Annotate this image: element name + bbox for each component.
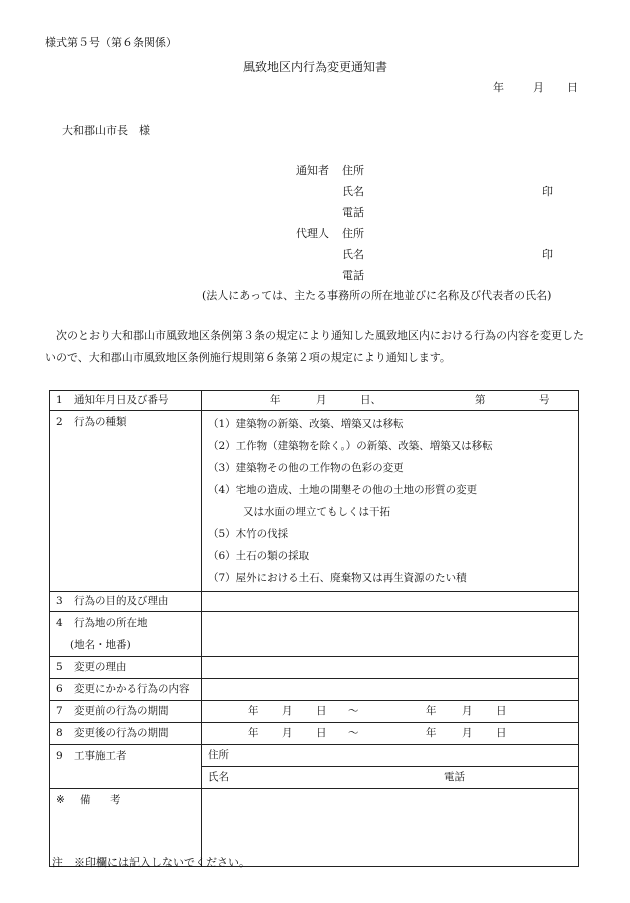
row-number: 5 — [56, 661, 63, 674]
period-year: 年 — [248, 705, 259, 718]
notifier-address-label: 住所 — [342, 164, 364, 177]
table-row — [50, 679, 579, 701]
row-number: 1 — [56, 394, 63, 407]
period-tilde: ～ — [348, 727, 359, 740]
table-row — [50, 391, 579, 411]
remarks-label-cell — [50, 789, 202, 867]
kind-item-3[interactable]: （3）建築物その他の工作物の色彩の変更 — [208, 462, 404, 474]
row9-address-cell[interactable] — [202, 745, 579, 767]
row-label: 変更の理由 — [74, 661, 127, 674]
agent-phone-label: 電話 — [342, 269, 364, 282]
row6-value-cell[interactable] — [202, 679, 579, 701]
agent-seal: 印 — [542, 248, 553, 261]
kind-item-7[interactable]: （7）屋外における土石、廃棄物又は再生資源のたい積 — [208, 572, 467, 584]
row1-month: 月 — [316, 394, 327, 407]
table-row — [50, 612, 579, 657]
row4-value-cell[interactable] — [202, 612, 579, 657]
row2-kinds-cell — [202, 411, 579, 592]
agent-name-label: 氏名 — [342, 248, 364, 261]
remarks-label-2: 考 — [110, 794, 121, 806]
row1-day: 日、 — [360, 394, 381, 407]
row3-value-cell[interactable] — [202, 592, 579, 612]
form-number: 様式第５号（第６条関係） — [45, 36, 177, 49]
row-label: 行為の種類 — [74, 416, 127, 428]
date-month: 月 — [533, 81, 544, 94]
remarks-value-cell — [202, 789, 579, 867]
row9-name-label: 氏名 — [208, 771, 229, 784]
row1-label-cell — [50, 391, 202, 411]
row1-go: 号 — [539, 394, 550, 407]
agent-role: 代理人 — [296, 227, 329, 240]
row-label: 変更後の行為の期間 — [74, 727, 169, 740]
date-year: 年 — [493, 81, 504, 94]
table-row — [50, 592, 579, 612]
table-row — [50, 411, 579, 592]
kind-item-6[interactable]: （6）土石の類の採取 — [208, 550, 310, 562]
period-month2: 月 — [462, 727, 473, 740]
table-row — [50, 723, 579, 745]
period-day: 日 — [316, 727, 327, 740]
remarks-label-1: 備 — [80, 794, 91, 806]
date-line — [493, 82, 578, 93]
page-title: 風致地区内行為変更通知書 — [242, 60, 387, 74]
table-row — [50, 657, 579, 679]
row6-label-cell — [50, 679, 202, 701]
row4-sublabel: (地名・地番) — [70, 639, 131, 651]
kind-item-1[interactable]: （1）建築物の新築、改築、増築又は移転 — [208, 418, 404, 430]
period-year2: 年 — [426, 705, 437, 718]
notifier-role: 通知者 — [296, 164, 329, 177]
period-month: 月 — [282, 705, 293, 718]
footnote: 注 ※印欄には記入しないでください。 — [52, 856, 250, 869]
row-number: 7 — [56, 705, 63, 718]
row8-label-cell — [50, 723, 202, 745]
period-day2: 日 — [496, 727, 507, 740]
row-label: 通知年月日及び番号 — [74, 394, 169, 407]
row9-address-label: 住所 — [208, 749, 229, 762]
period-day2: 日 — [496, 705, 507, 718]
notifier-name-label: 氏名 — [342, 185, 364, 198]
row1-value-cell[interactable] — [202, 391, 579, 411]
row7-label-cell — [50, 701, 202, 723]
kind-item-5[interactable]: （5）木竹の伐採 — [208, 528, 289, 540]
row9-phone-label: 電話 — [444, 771, 465, 784]
remarks-mark: ※ — [56, 794, 65, 806]
row-number: 9 — [56, 750, 63, 762]
period-year: 年 — [248, 727, 259, 740]
corporate-note: (法人にあっては、主たる事務所の所在地並びに名称及び代表者の氏名) — [202, 289, 552, 302]
intro-text: 次のとおり大和郡山市風致地区条例第３条の規定により通知した風致地区内における行為の内容を変更したいので、大和郡山市風致地区条例施行規則第６条第２項の規定により通知します。 — [45, 329, 584, 364]
row-number: 8 — [56, 727, 63, 740]
period-month2: 月 — [462, 705, 473, 718]
row1-year: 年 — [270, 394, 281, 407]
date-day: 日 — [567, 81, 578, 94]
table-row — [50, 789, 579, 867]
agent-address-label: 住所 — [342, 227, 364, 240]
row-label: 行為の目的及び理由 — [74, 595, 169, 608]
row4-label-cell — [50, 612, 202, 657]
period-day: 日 — [316, 705, 327, 718]
row-label: 行為地の所在地 — [74, 617, 148, 629]
row3-label-cell — [50, 592, 202, 612]
row5-value-cell[interactable] — [202, 657, 579, 679]
kind-item-4[interactable]: （4）宅地の造成、土地の開墾その他の土地の形質の変更 — [208, 484, 478, 496]
row2-label-cell — [50, 411, 202, 592]
notifier-seal: 印 — [542, 185, 553, 198]
row9-name-cell[interactable] — [202, 767, 579, 789]
table-row — [50, 701, 579, 723]
period-year2: 年 — [426, 727, 437, 740]
row-number: 4 — [56, 617, 63, 629]
row-number: 6 — [56, 683, 63, 696]
row-label: 変更前の行為の期間 — [74, 705, 169, 718]
row8-period-cell[interactable] — [202, 723, 579, 745]
row5-label-cell — [50, 657, 202, 679]
row1-dai: 第 — [475, 394, 486, 407]
kind-item-4-cont[interactable]: 又は水面の埋立てもしくは干拓 — [243, 506, 390, 518]
row9-label-cell — [50, 745, 202, 789]
row-label: 変更にかかる行為の内容 — [74, 683, 190, 696]
row7-period-cell[interactable] — [202, 701, 579, 723]
table-row — [50, 745, 579, 767]
period-tilde: ～ — [348, 705, 359, 718]
kind-item-2[interactable]: （2）工作物（建築物を除く。）の新築、改築、増築又は移転 — [208, 440, 493, 452]
notification-table — [49, 390, 579, 867]
row-number: 2 — [56, 416, 63, 428]
period-month: 月 — [282, 727, 293, 740]
notifier-phone-label: 電話 — [342, 206, 364, 219]
row-number: 3 — [56, 595, 63, 608]
row-label: 工事施工者 — [74, 750, 127, 762]
addressee: 大和郡山市長 様 — [62, 124, 150, 137]
